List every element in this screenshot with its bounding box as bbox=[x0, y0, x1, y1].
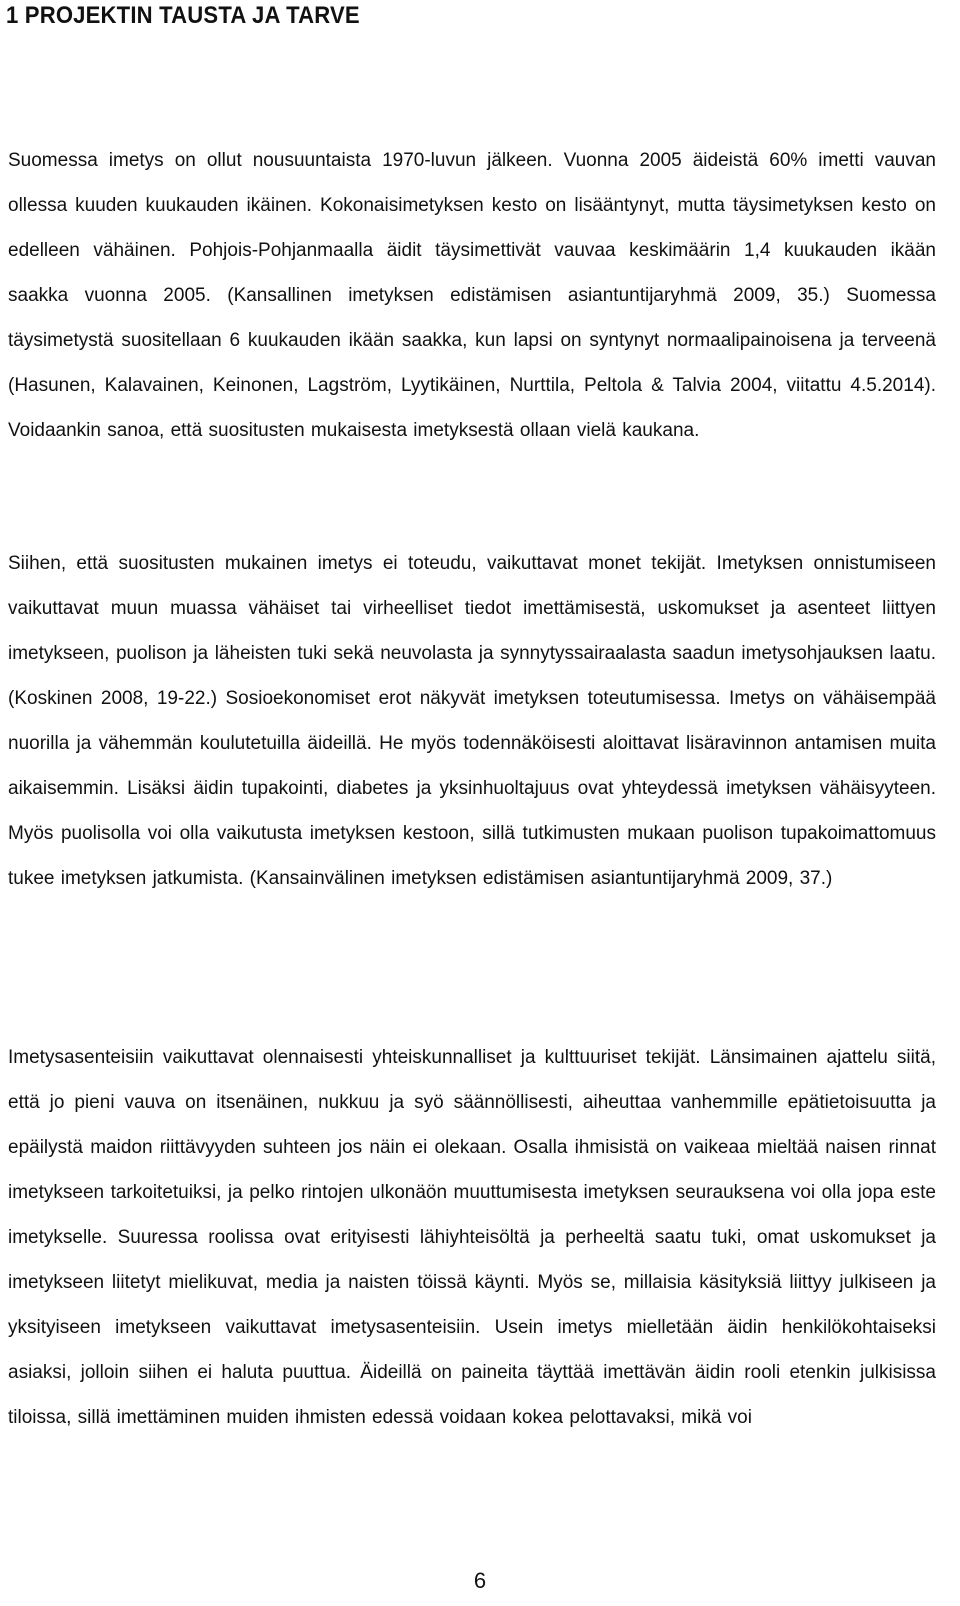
paragraph-2: Siihen, että suositusten mukainen imetys ei toteudu, vaikuttavat monet tekijät. Imetyksen onnistumiseen vaikuttavat muun muassa vähäiset tai virheelliset tiedot imettämisestä, uskomukset ja asenteet liittyen imetykseen, puolison ja läheisten tuki sekä neuvolasta ja synnytyssairaalasta saadun imetysohjauksen laatu. (Koskinen 2008, 19-22.) Sosioekonomiset erot näkyvät imetyksen toteutumisessa. Imetys on vähäisempää nuorilla ja vähemmän koulutetuilla äideillä. He myös todennäköisesti aloittavat lisäravinnon antamisen muita aikaisemmin. Lisäksi äidin tupakointi, diabetes ja yksinhuoltajuus ovat yhteydessä imetyksen vähäisyyteen. Myös puolisolla voi olla vaikutusta imetyksen kestoon, sillä tutkimusten mukaan puolison tupakoimattomuus tukee imetyksen jatkumista. (Kansainvälinen imetyksen edistämisen asiantuntijaryhmä 2009, 37.) bbox=[8, 553, 936, 889]
page-number: 6 bbox=[473, 1568, 487, 1593]
section-heading: 1 PROJEKTIN TAUSTA JA TARVE bbox=[6, 2, 360, 29]
paragraph-1: Suomessa imetys on ollut nousuuntaista 1970-luvun jälkeen. Vuonna 2005 äideistä 60% imetti vauvan ollessa kuuden kuukauden ikäinen. Kokonaisimetyksen kesto on lisääntynyt, mutta täysimetyksen kesto on edelleen vähäinen. Pohjois-Pohjanmaalla äidit täysimettivät vauvaa keskimäärin 1,4 kuukauden ikään saakka vuonna 2005. (Kansallinen imetyksen edistämisen asiantuntijaryhmä 2009, 35.) Suomessa täysimetystä suositellaan 6 kuukauden ikään saakka, kun lapsi on syntynyt normaalipainoisena ja terveenä (Hasunen, Kalavainen, Keinonen, Lagström, Lyytikäinen, Nurttila, Peltola & Talvia 2004, viitattu 4.5.2014). Voidaankin sanoa, että suositusten mukaisesta imetyksestä ollaan vielä kaukana. bbox=[8, 150, 936, 441]
paragraph-3: Imetysasenteisiin vaikuttavat olennaisesti yhteiskunnalliset ja kulttuuriset tekijät. Länsimainen ajattelu siitä, että jo pieni vauva on itsenäinen, nukkuu ja syö säännöllisesti, aiheuttaa vanhemmille epätietoisuutta ja epäilystä maidon riittävyyden suhteen jos näin ei olekaan. Osalla ihmisistä on vaikeaa mieltää naisen rinnat imetykseen tarkoitetuiksi, ja pelko rintojen ulkonäön muuttumisesta imetyksen seurauksena voi olla jopa este imetykselle. Suuressa roolissa ovat erityisesti lähiyhteisöltä ja perheeltä saatu tuki, omat uskomukset ja imetykseen liitetyt mielikuvat, media ja naisten töissä käynti. Myös se, millaisia käsityksiä liittyy julkiseen ja yksityiseen imetykseen vaikuttavat imetysasenteisiin. Usein imetys mielletään äidin henkilökohtaiseksi asiaksi, jolloin siihen ei haluta puuttua. Äideillä on paineita täyttää imettävän äidin rooli etenkin julkisissa tiloissa, sillä imettäminen muiden ihmisten edessä voidaan kokea pelottavaksi, mikä voi bbox=[8, 1047, 936, 1428]
